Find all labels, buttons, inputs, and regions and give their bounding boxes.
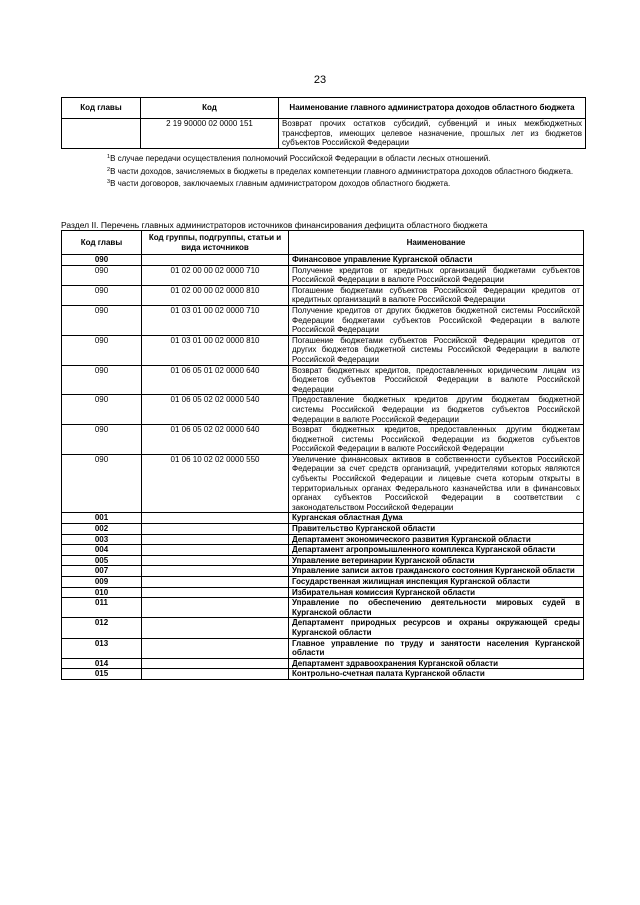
column-header-chapter-code: Код главы bbox=[62, 231, 142, 255]
table-row bbox=[62, 425, 584, 455]
revenue-administrators-table bbox=[61, 97, 586, 149]
column-header-name: Наименование главного администратора доходов областного бюджета bbox=[279, 98, 586, 119]
administrator-name-cell: Главное управление по труду и занятости населения Курганской области bbox=[289, 638, 584, 658]
source-code-cell bbox=[142, 669, 289, 680]
source-code-cell: 01 06 10 02 02 0000 550 bbox=[142, 454, 289, 513]
administrator-name-cell: Увеличение финансовых активов в собственности субъектов Российской Федерации за счет средств организаций, учредителями которых являются субъекты Российской Федерации и лицевые счета которым открыты в территориальных органах Федерального казначейства или в финансовых органах субъектов Российской Федерации в соответствии с законодательством Российской Федерации bbox=[289, 454, 584, 513]
chapter-code-cell: 090 bbox=[62, 365, 142, 395]
administrator-name-cell: Получение кредитов от других бюджетов бюджетной системы Российской Федерации бюджетами субъектов Российской Федерации в валюте Российской Федерации bbox=[289, 305, 584, 335]
table-row bbox=[62, 566, 584, 577]
column-header-source-code: Код группы, подгруппы, статьи и вида источников bbox=[142, 231, 289, 255]
footnote-text: В части договоров, заключаемых главным администратором доходов областного бюджета. bbox=[110, 179, 451, 188]
page-number: 23 bbox=[313, 74, 327, 86]
source-code-cell: 01 06 05 02 02 0000 640 bbox=[142, 425, 289, 455]
chapter-code-cell: 003 bbox=[62, 534, 142, 545]
footnote-text: В части доходов, зачисляемых в бюджеты в пределах компетенции главного администратора доходов областного бюджета. bbox=[110, 166, 574, 176]
source-code-cell bbox=[142, 598, 289, 618]
chapter-code-cell: 090 bbox=[62, 395, 142, 425]
table-row bbox=[62, 545, 584, 556]
administrator-name-cell: Возврат бюджетных кредитов, предоставленных юридическим лицам из бюджетов субъектов Российской Федерации в валюте Российской Федерации bbox=[289, 365, 584, 395]
source-code-cell bbox=[142, 618, 289, 638]
administrator-name-cell: Предоставление бюджетных кредитов другим бюджетам бюджетной системы Российской Федерации из бюджетов субъектов Российской Федерации в валюте Российской Федерации bbox=[289, 395, 584, 425]
income-code-cell: 2 19 90000 02 0000 151 bbox=[141, 119, 279, 149]
footnote-mark: 2 bbox=[107, 166, 111, 173]
table-row bbox=[62, 119, 586, 149]
source-code-cell bbox=[142, 638, 289, 658]
column-header-chapter-code: Код главы bbox=[62, 98, 141, 119]
source-code-cell: 01 03 01 00 02 0000 710 bbox=[142, 305, 289, 335]
table-row bbox=[62, 598, 584, 618]
source-code-cell bbox=[142, 566, 289, 577]
section-title: Раздел II. Перечень главных администраторов источников финансирования дефицита областного бюджета bbox=[61, 220, 488, 230]
chapter-code-cell: 002 bbox=[62, 524, 142, 535]
table-row bbox=[62, 577, 584, 588]
table-row bbox=[62, 305, 584, 335]
administrator-name-cell: Получение кредитов от кредитных организаций бюджетами субъектов Российской Федерации в валюте Российской Федерации bbox=[289, 265, 584, 285]
table-row bbox=[62, 587, 584, 598]
footnote-text: В случае передачи осуществления полномочий Российской Федерации в области лесных отношений. bbox=[110, 154, 491, 163]
column-header-code: Код bbox=[141, 98, 279, 119]
chapter-code-cell: 090 bbox=[62, 265, 142, 285]
source-code-cell bbox=[142, 534, 289, 545]
administrator-name-cell: Управление записи актов гражданского состояния Курганской области bbox=[289, 566, 584, 577]
chapter-code-cell: 004 bbox=[62, 545, 142, 556]
administrator-name-cell: Департамент экономического развития Курганской области bbox=[289, 534, 584, 545]
administrator-name-cell: Управление по обеспечению деятельности мировых судей в Курганской области bbox=[289, 598, 584, 618]
administrator-name-cell: Департамент здравоохранения Курганской области bbox=[289, 658, 584, 669]
chapter-code-cell: 012 bbox=[62, 618, 142, 638]
footnote bbox=[107, 177, 587, 190]
chapter-code-cell bbox=[62, 119, 141, 149]
source-code-cell bbox=[142, 255, 289, 266]
administrator-name-cell: Возврат бюджетных кредитов, предоставленных другим бюджетам бюджетной системы Российской Федерации из бюджетов субъектов Российской Федерации в валюте Российской Федерации bbox=[289, 425, 584, 455]
source-code-cell: 01 03 01 00 02 0000 810 bbox=[142, 335, 289, 365]
table-header-row bbox=[62, 231, 584, 255]
footnote-mark: 1 bbox=[107, 154, 111, 160]
chapter-code-cell: 090 bbox=[62, 285, 142, 305]
chapter-code-cell: 009 bbox=[62, 577, 142, 588]
table-row bbox=[62, 534, 584, 545]
chapter-code-cell: 090 bbox=[62, 335, 142, 365]
table-row bbox=[62, 365, 584, 395]
administrator-name-cell: Управление ветеринарии Курганской области bbox=[289, 555, 584, 566]
administrator-name-cell: Погашение бюджетами субъектов Российской Федерации кредитов от других бюджетов бюджетной системы Российской Федерации в валюте Российской Федерации bbox=[289, 335, 584, 365]
chapter-code-cell: 005 bbox=[62, 555, 142, 566]
chapter-code-cell: 090 bbox=[62, 255, 142, 266]
chapter-code-cell: 010 bbox=[62, 587, 142, 598]
source-code-cell bbox=[142, 577, 289, 588]
chapter-code-cell: 013 bbox=[62, 638, 142, 658]
table-header-row bbox=[62, 98, 586, 119]
source-code-cell bbox=[142, 545, 289, 556]
table-row bbox=[62, 658, 584, 669]
administrator-name-cell: Правительство Курганской области bbox=[289, 524, 584, 535]
administrator-name-cell: Погашение бюджетами субъектов Российской Федерации кредитов от кредитных организаций в валюте Российской Федерации bbox=[289, 285, 584, 305]
source-code-cell: 01 02 00 00 02 0000 810 bbox=[142, 285, 289, 305]
table-row bbox=[62, 669, 584, 680]
source-code-cell: 01 06 05 01 02 0000 640 bbox=[142, 365, 289, 395]
table-row bbox=[62, 555, 584, 566]
income-name-cell: Возврат прочих остатков субсидий, субвенций и иных межбюджетных трансфертов, имеющих целевое назначение, прошлых лет из бюджетов субъектов Российской Федерации bbox=[279, 119, 586, 149]
administrator-name-cell: Избирательная комиссия Курганской области bbox=[289, 587, 584, 598]
chapter-code-cell: 001 bbox=[62, 513, 142, 524]
footnote bbox=[107, 152, 587, 165]
source-code-cell bbox=[142, 513, 289, 524]
source-code-cell bbox=[142, 555, 289, 566]
source-code-cell bbox=[142, 658, 289, 669]
administrator-name-cell: Контрольно-счетная палата Курганской области bbox=[289, 669, 584, 680]
source-code-cell: 01 06 05 02 02 0000 540 bbox=[142, 395, 289, 425]
footnote-mark: 3 bbox=[107, 179, 111, 185]
chapter-code-cell: 090 bbox=[62, 425, 142, 455]
table-row bbox=[62, 255, 584, 266]
source-code-cell bbox=[142, 524, 289, 535]
source-code-cell: 01 02 00 00 02 0000 710 bbox=[142, 265, 289, 285]
chapter-code-cell: 090 bbox=[62, 454, 142, 513]
chapter-code-cell: 014 bbox=[62, 658, 142, 669]
administrator-name-cell: Курганская областная Дума bbox=[289, 513, 584, 524]
financing-sources-body bbox=[62, 255, 584, 680]
table-row bbox=[62, 513, 584, 524]
footnote bbox=[107, 165, 587, 178]
column-header-name: Наименование bbox=[289, 231, 584, 255]
chapter-code-cell: 011 bbox=[62, 598, 142, 618]
administrator-name-cell: Департамент агропромышленного комплекса Курганской области bbox=[289, 545, 584, 556]
table-row bbox=[62, 395, 584, 425]
administrator-name-cell: Государственная жилищная инспекция Курганской области bbox=[289, 577, 584, 588]
table-row bbox=[62, 454, 584, 513]
administrator-name-cell: Финансовое управление Курганской области bbox=[289, 255, 584, 266]
source-code-cell bbox=[142, 587, 289, 598]
financing-sources-table bbox=[61, 230, 584, 680]
table-row bbox=[62, 638, 584, 658]
table-row bbox=[62, 265, 584, 285]
chapter-code-cell: 090 bbox=[62, 305, 142, 335]
footnotes bbox=[107, 152, 587, 190]
table-row bbox=[62, 524, 584, 535]
chapter-code-cell: 015 bbox=[62, 669, 142, 680]
administrator-name-cell: Департамент природных ресурсов и охраны окружающей среды Курганской области bbox=[289, 618, 584, 638]
table-row bbox=[62, 335, 584, 365]
chapter-code-cell: 007 bbox=[62, 566, 142, 577]
table-row bbox=[62, 618, 584, 638]
table-row bbox=[62, 285, 584, 305]
